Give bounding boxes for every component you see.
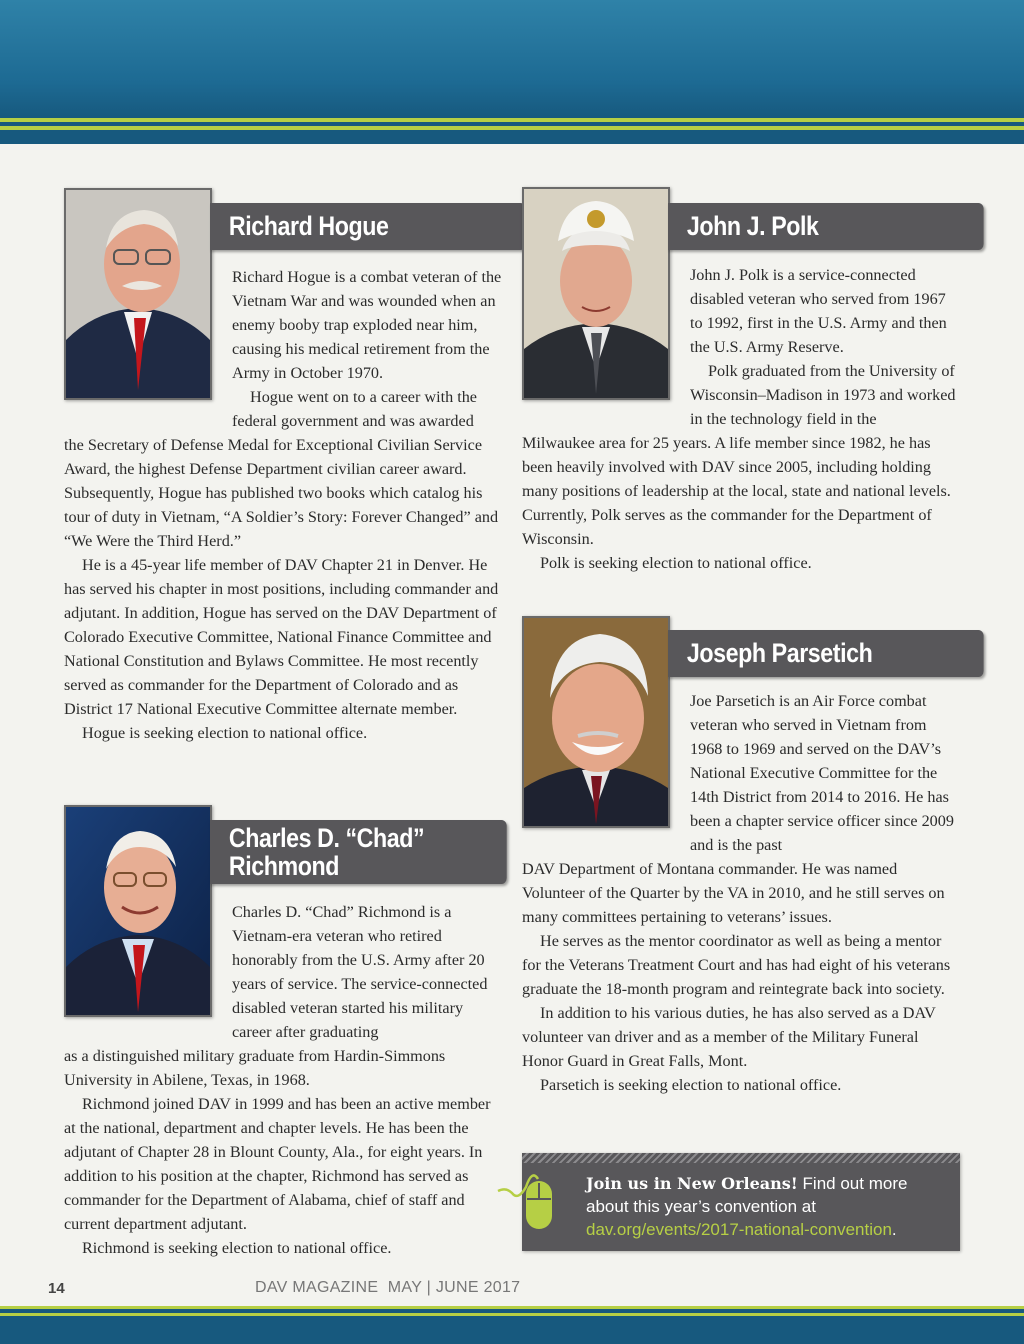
hogue-photo <box>64 188 212 400</box>
page-number: 14 <box>48 1280 65 1297</box>
header-stripes <box>0 118 1024 144</box>
callout-period: . <box>891 1220 897 1239</box>
parsetich-paragraph-1b: DAV Department of Montana commander. He was named Volunteer of the Quarter by the VA in 2010, and he still serves on many committees pertaining to veterans’ issues. <box>522 860 945 926</box>
polk-text-top <box>690 263 962 431</box>
parsetich-name-bar <box>668 630 984 677</box>
header-band <box>0 0 1024 118</box>
richmond-text-bottom <box>64 1044 496 1260</box>
convention-callout <box>522 1153 960 1251</box>
parsetich-text-top <box>690 689 960 857</box>
polk-name-bar <box>668 203 984 250</box>
hogue-text-top <box>232 265 502 433</box>
polk-paragraph-2a: Polk graduated from the University of Wisconsin–Madison in 1973 and worked in the technology field in the <box>690 362 956 428</box>
richmond-paragraph-1b: as a distinguished military graduate from Hardin-Simmons University in Abilene, Texas, in 1968. <box>64 1047 446 1089</box>
polk-paragraph-3: Polk is seeking election to national office. <box>540 554 812 572</box>
richmond-paragraph-3: Richmond is seeking election to national office. <box>82 1239 392 1257</box>
polk-paragraph-2b: Milwaukee area for 25 years. A life member since 1982, he has been heavily involved with DAV since 2005, including holding many positions of leadership at the local, state and national levels. Currently, Polk serves as the commander for the Department of Wisconsin. <box>522 434 951 548</box>
callout-headline: Join us in New Orleans! <box>586 1174 798 1193</box>
parsetich-paragraph-1a: Joe Parsetich is an Air Force combat veteran who served in Vietnam from 1968 to 1969 and served on the DAV’s National Executive Committee for the 14th District from 2014 to 2016. He has been a chapter service officer since 2009 and is the past <box>690 692 954 854</box>
richmond-text-top <box>232 900 494 1044</box>
footer-band <box>0 1306 1024 1344</box>
richmond-name-line-2: Richmond <box>228 851 339 881</box>
parsetich-text-bottom <box>522 857 962 1097</box>
richmond-name-line-1: Charles D. “Chad” <box>228 823 425 853</box>
hogue-paragraph-3: He is a 45-year life member of DAV Chapter 21 in Denver. He has served his chapter in most positions, including commander and adjutant. In addition, Hogue has served on the DAV Department of Colorado Executive Committee, National Finance Committee and National Constitution and Bylaws Committee. He most recently served as commander for the Department of Colorado and as District 17 National Executive Committee alternate member. <box>64 556 499 718</box>
hogue-paragraph-4: Hogue is seeking election to national office. <box>82 724 368 742</box>
parsetich-paragraph-3: In addition to his various duties, he has also served as a DAV volunteer van driver and as a member of the Military Funeral Honor Guard in Great Falls, Mont. <box>522 1004 936 1070</box>
richmond-photo <box>64 805 212 1017</box>
polk-text-bottom <box>522 431 962 575</box>
hogue-name: Richard Hogue <box>228 211 389 241</box>
polk-photo <box>522 187 670 400</box>
richmond-paragraph-1a: Charles D. “Chad” Richmond is a Vietnam-era veteran who retired honorably from the U.S. Army after 20 years of service. The service-connected disabled veteran started his military career after graduating <box>232 903 488 1041</box>
richmond-name-bar <box>210 820 507 884</box>
polk-paragraph-1: John J. Polk is a service-connected disabled veteran who served from 1967 to 1992, first in the U.S. Army and then the U.S. Army Reserve. <box>690 266 947 356</box>
callout-body: Find out more about this year’s convention at <box>586 1174 908 1216</box>
mouse-icon <box>496 1157 566 1237</box>
callout-text <box>586 1172 946 1241</box>
hogue-paragraph-2a: Hogue went on to a career with the federal government and was awarded <box>232 388 477 430</box>
parsetich-paragraph-4: Parsetich is seeking election to national office. <box>540 1076 842 1094</box>
parsetich-photo <box>522 616 670 828</box>
richmond-paragraph-2: Richmond joined DAV in 1999 and has been an active member at the national, department and chapter levels. He has been the adjutant of Chapter 28 in Blount County, Ala., for eight years. In addition to his position at the chapter, Richmond has served as commander for the Department of Alabama, chief of staff and current department adjutant. <box>64 1095 491 1233</box>
parsetich-name: Joseph Parsetich <box>686 638 873 668</box>
hogue-paragraph-2b: the Secretary of Defense Medal for Exceptional Civilian Service Award, the highest Defense Department civilian career award. Subsequently, Hogue has published two books which catalog his tour of duty in Vietnam, “A Soldier’s Story: Forever Changed” and “We Were the Third Herd.” <box>64 436 499 550</box>
hogue-text-bottom <box>64 433 502 745</box>
convention-link[interactable]: dav.org/events/2017-national-convention <box>586 1220 892 1239</box>
parsetich-paragraph-2: He serves as the mentor coordinator as well as being a mentor for the Veterans Treatment Court and has had eight of his veterans graduate the 18-month program and reintegrate back into society. <box>522 932 951 998</box>
hogue-paragraph-1: Richard Hogue is a combat veteran of the Vietnam War and was wounded when an enemy booby trap exploded near him, causing his medical retirement from the Army in October 1970. <box>232 268 502 382</box>
hogue-name-bar <box>210 203 526 250</box>
callout-hatch <box>522 1153 960 1163</box>
polk-name: John J. Polk <box>686 211 819 241</box>
magazine-footer: DAV MAGAZINE MAY | JUNE 2017 <box>255 1279 521 1296</box>
